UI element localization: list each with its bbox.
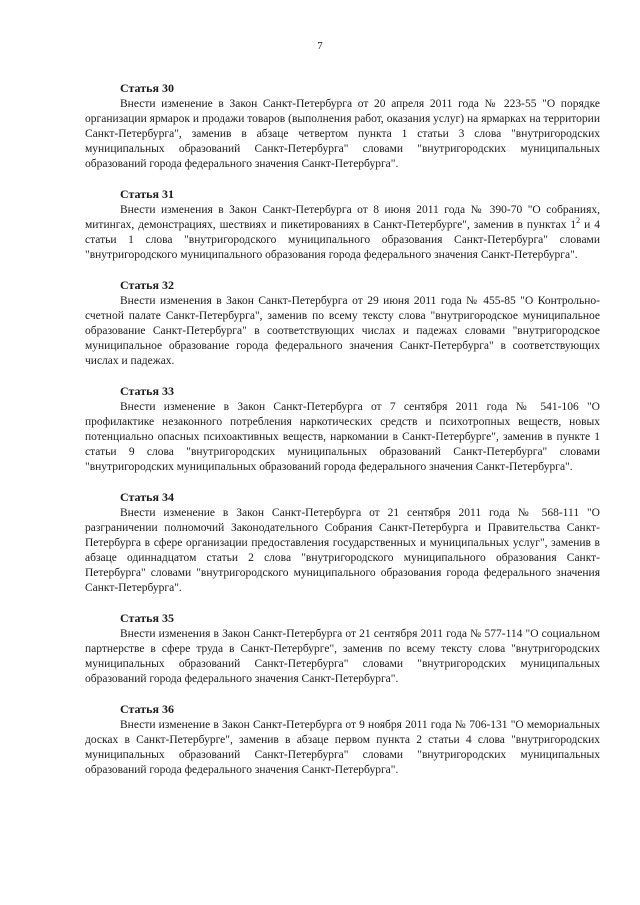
article-text: Внести изменение в Закон Санкт-Петербурга от 21 сентября 2011 года № 568-111 "О разграничении полномочий Законодательного Собрания Санкт-Петербурга и Правительства Санкт-Петербурга в сфере организации предоставления государственных и муниципальных услуг", заменив в абзаце одиннадцатом статьи 2 слова "внутригородского муниципального образования Санкт-Петербурга" словами "внутригородского муниципального образования города федерального значения Санкт-Петербурга". — [85, 507, 600, 594]
page-number: 7 — [317, 40, 323, 52]
article-32 — [85, 277, 600, 369]
document-content — [85, 80, 600, 792]
article-36 — [85, 701, 600, 778]
article-33 — [85, 383, 600, 475]
article-text: Внести изменения в Закон Санкт-Петербурга от 29 июня 2011 года № 455-85 "О Контрольно-счетной палате Санкт-Петербурга", заменив по всему тексту слова "внутригородское муниципальное образование Санкт-Петербурга" в соответствующих числах и падежах словами "внутригородское муниципальное образование города федерального значения Санкт-Петербурга" в соответствующих числах и падежах. — [85, 295, 600, 367]
article-text: Внести изменение в Закон Санкт-Петербурга от 7 сентября 2011 года № 541-106 "О профилактике незаконного потребления наркотических средств и психотропных веществ, новых потенциально опасных психоактивных веществ, наркомании в Санкт-Петербурге", заменив в пункте 1 статьи 9 слова "внутригородских муниципальных образований Санкт-Петербурга" словами "внутригородских муниципальных образований города федерального значения Санкт-Петербурга". — [85, 401, 600, 473]
article-text-part: Внести изменения в Закон Санкт-Петербурга от 8 июня 2011 года № 390-70 "О собраниях, митингах, демонстрациях, шествиях и пикетированиях в Санкт-Петербурге", заменив в пунктах 1 — [85, 204, 600, 231]
article-title: Статья 35 — [120, 611, 174, 625]
article-35 — [85, 610, 600, 687]
article-text-part: и 4 статьи 1 слова "внутригородского муниципального образования Санкт-Петербурга" словами "внутригородского муниципального образования города федерального значения Санкт-Петербурга". — [85, 219, 601, 261]
article-text: Внести изменение в Закон Санкт-Петербурга от 20 апреля 2011 года № 223-55 "О порядке организации ярмарок и продажи товаров (выполнения работ, оказания услуг) на ярмарках на территории Санкт-Петербурга", заменив в абзаце четвертом пункта 1 статьи 3 слова "внутригородских муниципальных образований Санкт-Петербурга" словами "внутригородских муниципальных образований города федерального значения Санкт-Петербурга". — [85, 98, 600, 170]
article-30 — [85, 80, 600, 172]
article-title: Статья 36 — [120, 702, 174, 716]
article-34 — [85, 489, 600, 596]
article-text — [85, 203, 600, 263]
article-text: Внести изменение в Закон Санкт-Петербурга от 9 ноября 2011 года № 706-131 "О мемориальных досках в Санкт-Петербурге", заменив в абзаце первом пункта 2 статьи 4 слова "внутригородских муниципальных образований Санкт-Петербурга" словами "внутригородских муниципальных образований города федерального значения Санкт-Петербурга". — [85, 719, 600, 776]
article-title: Статья 33 — [120, 384, 174, 398]
article-31 — [85, 186, 600, 263]
article-title: Статья 34 — [120, 490, 174, 504]
article-title: Статья 32 — [120, 278, 174, 292]
article-text-superscript: 2 — [576, 216, 581, 226]
article-title: Статья 31 — [120, 187, 174, 201]
article-title: Статья 30 — [120, 81, 174, 95]
article-text: Внести изменения в Закон Санкт-Петербурга от 21 сентября 2011 года № 577-114 "О социальном партнерстве в сфере труда в Санкт-Петербурге", заменив по всему тексту слова "внутригородских муниципальных образований Санкт-Петербурга" словами "внутригородских муниципальных образований города федерального значения Санкт-Петербурга". — [85, 628, 600, 685]
